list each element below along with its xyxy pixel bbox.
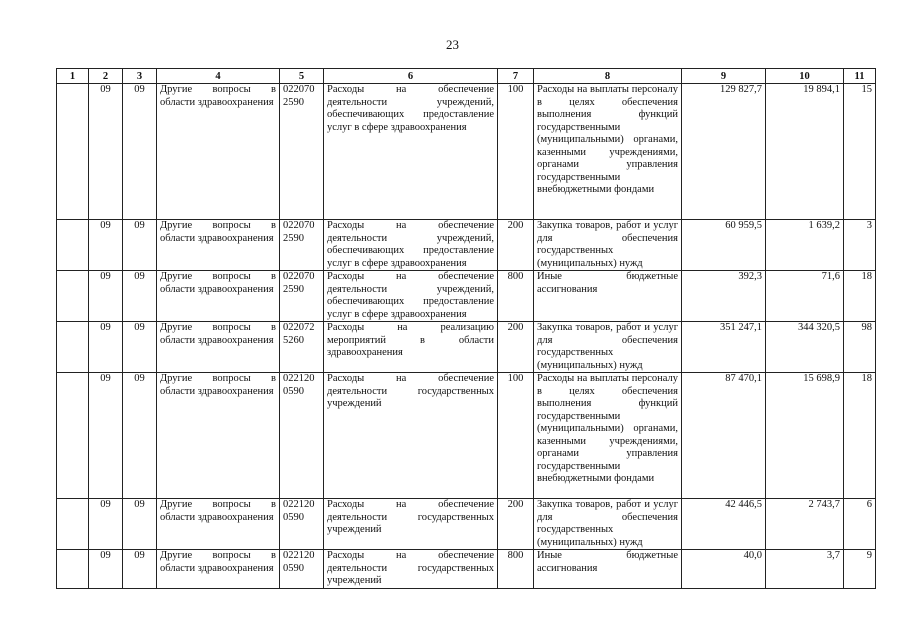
planned-amount-cell: 392,3	[682, 271, 766, 322]
percent-cell: 98	[844, 322, 876, 373]
header-cell: 8	[534, 69, 682, 84]
executed-amount-cell: 19 894,1	[766, 84, 844, 220]
expense-type-code-cell: 800	[498, 271, 534, 322]
section-code-cell: 09	[89, 271, 123, 322]
target-article-name-cell: Расходы на обеспечение деятельности государственных учреждений	[324, 373, 498, 499]
subsection-name-cell: Другие вопросы в области здравоохранения	[157, 84, 280, 220]
planned-amount-cell: 87 470,1	[682, 373, 766, 499]
target-article-cell: 022072 5260	[280, 322, 324, 373]
subsection-code-cell: 09	[123, 550, 157, 589]
target-article-cell: 022070 2590	[280, 271, 324, 322]
executed-amount-cell: 71,6	[766, 271, 844, 322]
table-row	[57, 220, 876, 271]
expense-type-code-cell: 200	[498, 322, 534, 373]
header-cell: 11	[844, 69, 876, 84]
executed-amount-cell: 1 639,2	[766, 220, 844, 271]
executed-amount-cell: 3,7	[766, 550, 844, 589]
subsection-code-cell: 09	[123, 499, 157, 550]
expense-type-name-cell: Закупка товаров, работ и услуг для обеспечения государственных (муниципальных) нужд	[534, 499, 682, 550]
header-cell: 10	[766, 69, 844, 84]
section-code-cell: 09	[89, 322, 123, 373]
table-row	[57, 373, 876, 499]
subsection-code-cell: 09	[123, 220, 157, 271]
section-code-cell: 09	[89, 84, 123, 220]
planned-amount-cell: 60 959,5	[682, 220, 766, 271]
percent-cell: 15	[844, 84, 876, 220]
row-number-cell	[57, 271, 89, 322]
row-number-cell	[57, 550, 89, 589]
subsection-name-cell: Другие вопросы в области здравоохранения	[157, 550, 280, 589]
target-article-name-cell: Расходы на реализацию мероприятий в области здравоохранения	[324, 322, 498, 373]
row-number-cell	[57, 84, 89, 220]
expense-type-name-cell: Расходы на выплаты персоналу в целях обеспечения выполнения функций государственными (муниципальными) органами, казенными учреждениями, органами управления государственными внебюджетными фондами	[534, 84, 682, 220]
table-row	[57, 271, 876, 322]
target-article-cell: 022070 2590	[280, 84, 324, 220]
budget-table	[56, 68, 876, 589]
target-article-cell: 022070 2590	[280, 220, 324, 271]
planned-amount-cell: 129 827,7	[682, 84, 766, 220]
page-number: 23	[446, 37, 459, 52]
percent-cell: 6	[844, 499, 876, 550]
header-cell: 2	[89, 69, 123, 84]
header-cell: 7	[498, 69, 534, 84]
subsection-name-cell: Другие вопросы в области здравоохранения	[157, 322, 280, 373]
expense-type-name-cell: Закупка товаров, работ и услуг для обеспечения государственных (муниципальных) нужд	[534, 322, 682, 373]
header-cell: 4	[157, 69, 280, 84]
subsection-name-cell: Другие вопросы в области здравоохранения	[157, 499, 280, 550]
header-cell: 5	[280, 69, 324, 84]
percent-cell: 18	[844, 271, 876, 322]
target-article-cell: 022120 0590	[280, 373, 324, 499]
expense-type-name-cell: Закупка товаров, работ и услуг для обеспечения государственных (муниципальных) нужд	[534, 220, 682, 271]
executed-amount-cell: 2 743,7	[766, 499, 844, 550]
subsection-name-cell: Другие вопросы в области здравоохранения	[157, 220, 280, 271]
subsection-code-cell: 09	[123, 84, 157, 220]
executed-amount-cell: 344 320,5	[766, 322, 844, 373]
subsection-code-cell: 09	[123, 271, 157, 322]
percent-cell: 9	[844, 550, 876, 589]
target-article-cell: 022120 0590	[280, 499, 324, 550]
percent-cell: 3	[844, 220, 876, 271]
expense-type-code-cell: 100	[498, 84, 534, 220]
subsection-name-cell: Другие вопросы в области здравоохранения	[157, 373, 280, 499]
section-code-cell: 09	[89, 550, 123, 589]
target-article-name-cell: Расходы на обеспечение деятельности учреждений, обеспечивающих предоставление услуг в сфере здравоохранения	[324, 220, 498, 271]
table-row	[57, 322, 876, 373]
table-row	[57, 550, 876, 589]
target-article-name-cell: Расходы на обеспечение деятельности государственных учреждений	[324, 550, 498, 589]
section-code-cell: 09	[89, 220, 123, 271]
target-article-name-cell: Расходы на обеспечение деятельности государственных учреждений	[324, 499, 498, 550]
header-cell: 6	[324, 69, 498, 84]
expense-type-code-cell: 100	[498, 373, 534, 499]
planned-amount-cell: 351 247,1	[682, 322, 766, 373]
section-code-cell: 09	[89, 499, 123, 550]
subsection-name-cell: Другие вопросы в области здравоохранения	[157, 271, 280, 322]
target-article-cell: 022120 0590	[280, 550, 324, 589]
target-article-name-cell: Расходы на обеспечение деятельности учреждений, обеспечивающих предоставление услуг в сфере здравоохранения	[324, 84, 498, 220]
planned-amount-cell: 40,0	[682, 550, 766, 589]
table-header-row	[57, 69, 876, 84]
header-cell: 3	[123, 69, 157, 84]
header-cell: 1	[57, 69, 89, 84]
expense-type-name-cell: Расходы на выплаты персоналу в целях обеспечения выполнения функций государственными (муниципальными) органами, казенными учреждениями, органами управления государственными внебюджетными фондами	[534, 373, 682, 499]
header-cell: 9	[682, 69, 766, 84]
subsection-code-cell: 09	[123, 373, 157, 499]
executed-amount-cell: 15 698,9	[766, 373, 844, 499]
row-number-cell	[57, 322, 89, 373]
expense-type-name-cell: Иные бюджетные ассигнования	[534, 550, 682, 589]
expense-type-name-cell: Иные бюджетные ассигнования	[534, 271, 682, 322]
row-number-cell	[57, 220, 89, 271]
planned-amount-cell: 42 446,5	[682, 499, 766, 550]
expense-type-code-cell: 200	[498, 499, 534, 550]
row-number-cell	[57, 373, 89, 499]
row-number-cell	[57, 499, 89, 550]
expense-type-code-cell: 800	[498, 550, 534, 589]
table-row	[57, 499, 876, 550]
section-code-cell: 09	[89, 373, 123, 499]
target-article-name-cell: Расходы на обеспечение деятельности учреждений, обеспечивающих предоставление услуг в сфере здравоохранения	[324, 271, 498, 322]
expense-type-code-cell: 200	[498, 220, 534, 271]
subsection-code-cell: 09	[123, 322, 157, 373]
table-row	[57, 84, 876, 220]
percent-cell: 18	[844, 373, 876, 499]
